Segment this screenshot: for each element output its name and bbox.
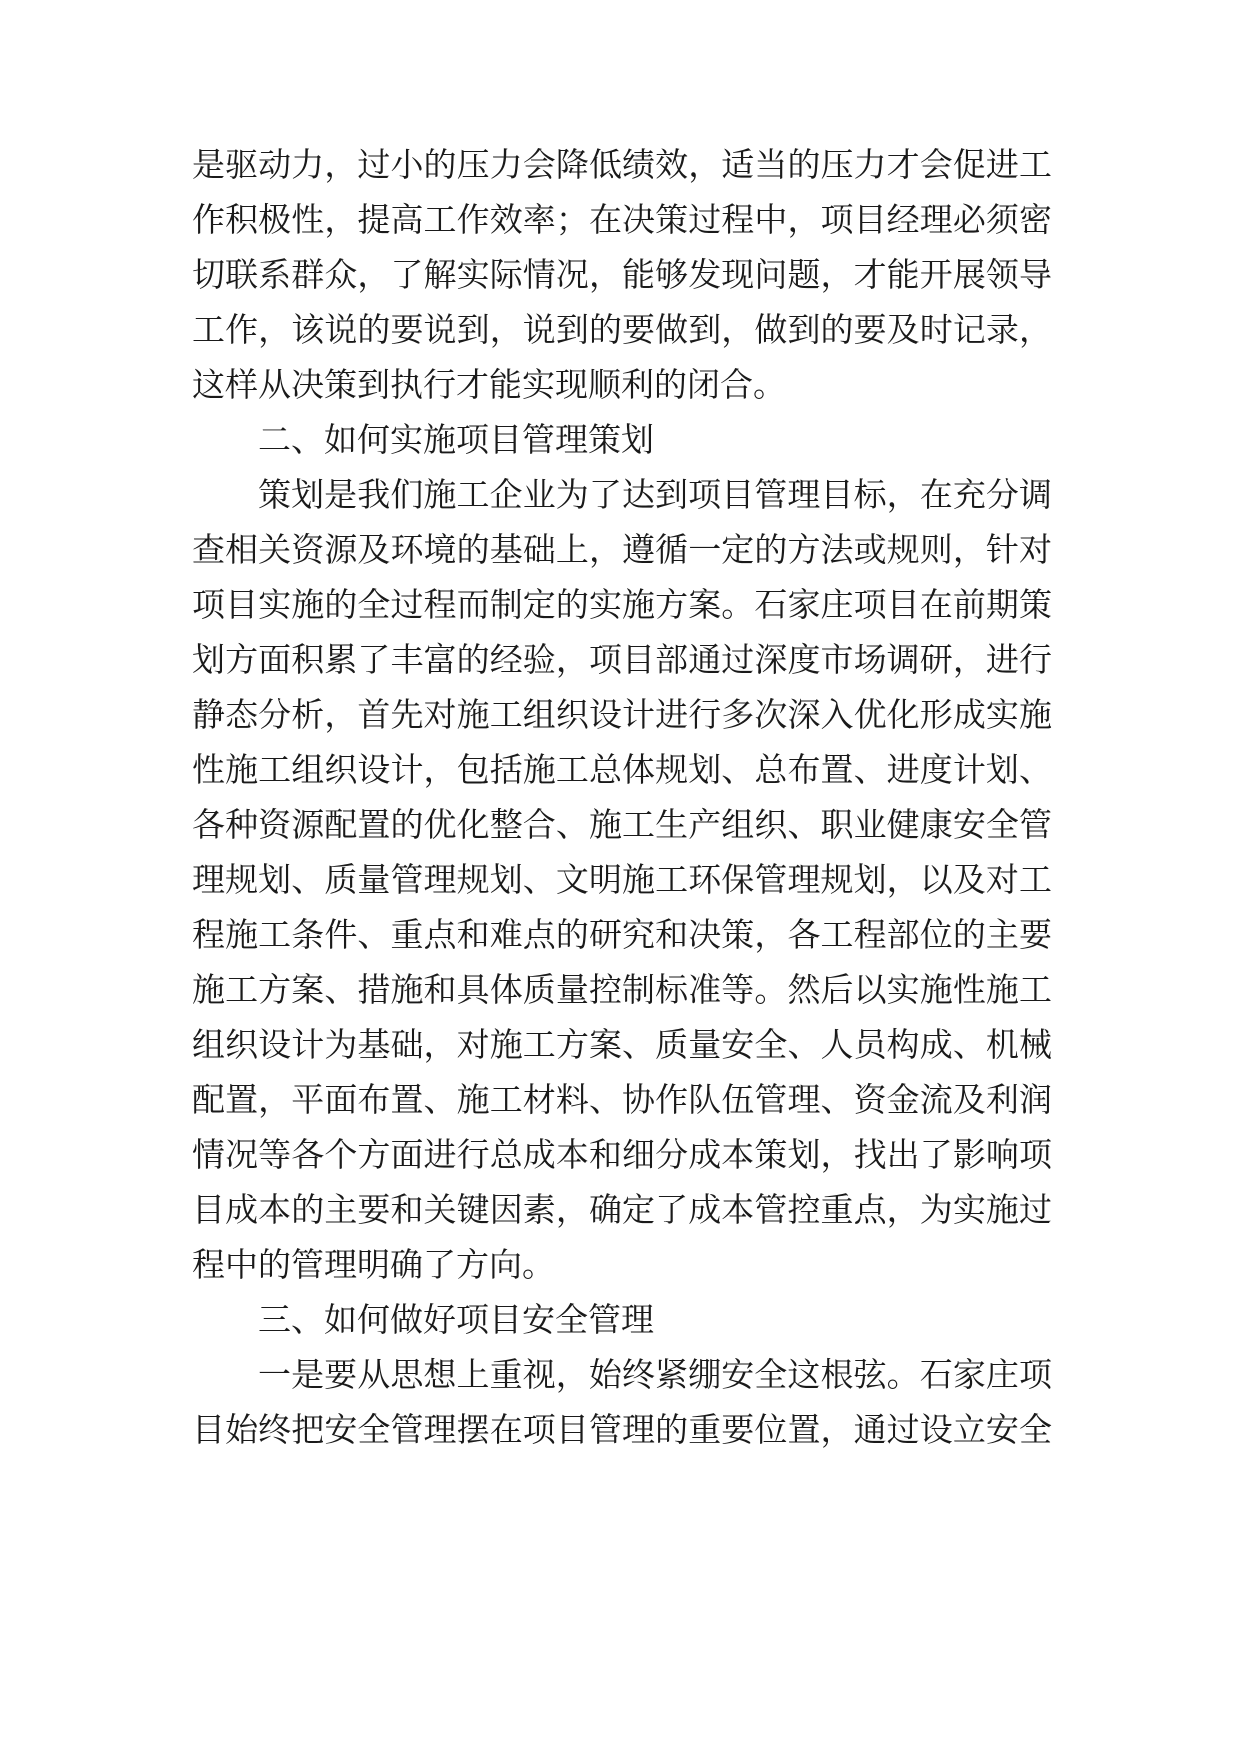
paragraph-1-line-3: 切联系群众，了解实际情况，能够发现问题，才能开展领导 [192, 255, 1052, 294]
paragraph-2-line-9: 程施工条件、重点和难点的研究和决策，各工程部位的主要 [192, 915, 1052, 954]
section-heading-3: 三、如何做好项目安全管理 [258, 1300, 654, 1339]
paragraph-2-line-2: 查相关资源及环境的基础上，遵循一定的方法或规则，针对 [192, 530, 1052, 569]
paragraph-1-line-4: 工作，该说的要说到，说到的要做到，做到的要及时记录， [192, 310, 1052, 349]
paragraph-2-line-14: 目成本的主要和关键因素，确定了成本管控重点，为实施过 [192, 1190, 1052, 1229]
paragraph-2-line-7: 各种资源配置的优化整合、施工生产组织、职业健康安全管 [192, 805, 1052, 844]
paragraph-2-line-4: 划方面积累了丰富的经验，项目部通过深度市场调研，进行 [192, 640, 1052, 679]
paragraph-3-line-1: 一是要从思想上重视，始终紧绷安全这根弦。石家庄项 [258, 1355, 1052, 1394]
paragraph-2-line-10: 施工方案、措施和具体质量控制标准等。然后以实施性施工 [192, 970, 1052, 1009]
paragraph-2-line-6: 性施工组织设计，包括施工总体规划、总布置、进度计划、 [192, 750, 1052, 789]
paragraph-2-line-1: 策划是我们施工企业为了达到项目管理目标，在充分调 [258, 475, 1052, 514]
paragraph-2-line-13: 情况等各个方面进行总成本和细分成本策划，找出了影响项 [192, 1135, 1052, 1174]
paragraph-1-line-2: 作积极性，提高工作效率；在决策过程中，项目经理必须密 [192, 200, 1052, 239]
paragraph-2-line-3: 项目实施的全过程而制定的实施方案。石家庄项目在前期策 [192, 585, 1052, 624]
paragraph-2-line-15: 程中的管理明确了方向。 [192, 1245, 555, 1284]
paragraph-2-line-12: 配置，平面布置、施工材料、协作队伍管理、资金流及利润 [192, 1080, 1052, 1119]
paragraph-2-line-11: 组织设计为基础，对施工方案、质量安全、人员构成、机械 [192, 1025, 1052, 1064]
paragraph-1-line-1: 是驱动力，过小的压力会降低绩效，适当的压力才会促进工 [192, 145, 1052, 184]
paragraph-3-line-2: 目始终把安全管理摆在项目管理的重要位置，通过设立安全 [192, 1410, 1052, 1449]
section-heading-2: 二、如何实施项目管理策划 [258, 420, 654, 459]
paragraph-2-line-5: 静态分析，首先对施工组织设计进行多次深入优化形成实施 [192, 695, 1052, 734]
paragraph-2-line-8: 理规划、质量管理规划、文明施工环保管理规划，以及对工 [192, 860, 1052, 899]
paragraph-1-line-5: 这样从决策到执行才能实现顺利的闭合。 [192, 365, 786, 404]
